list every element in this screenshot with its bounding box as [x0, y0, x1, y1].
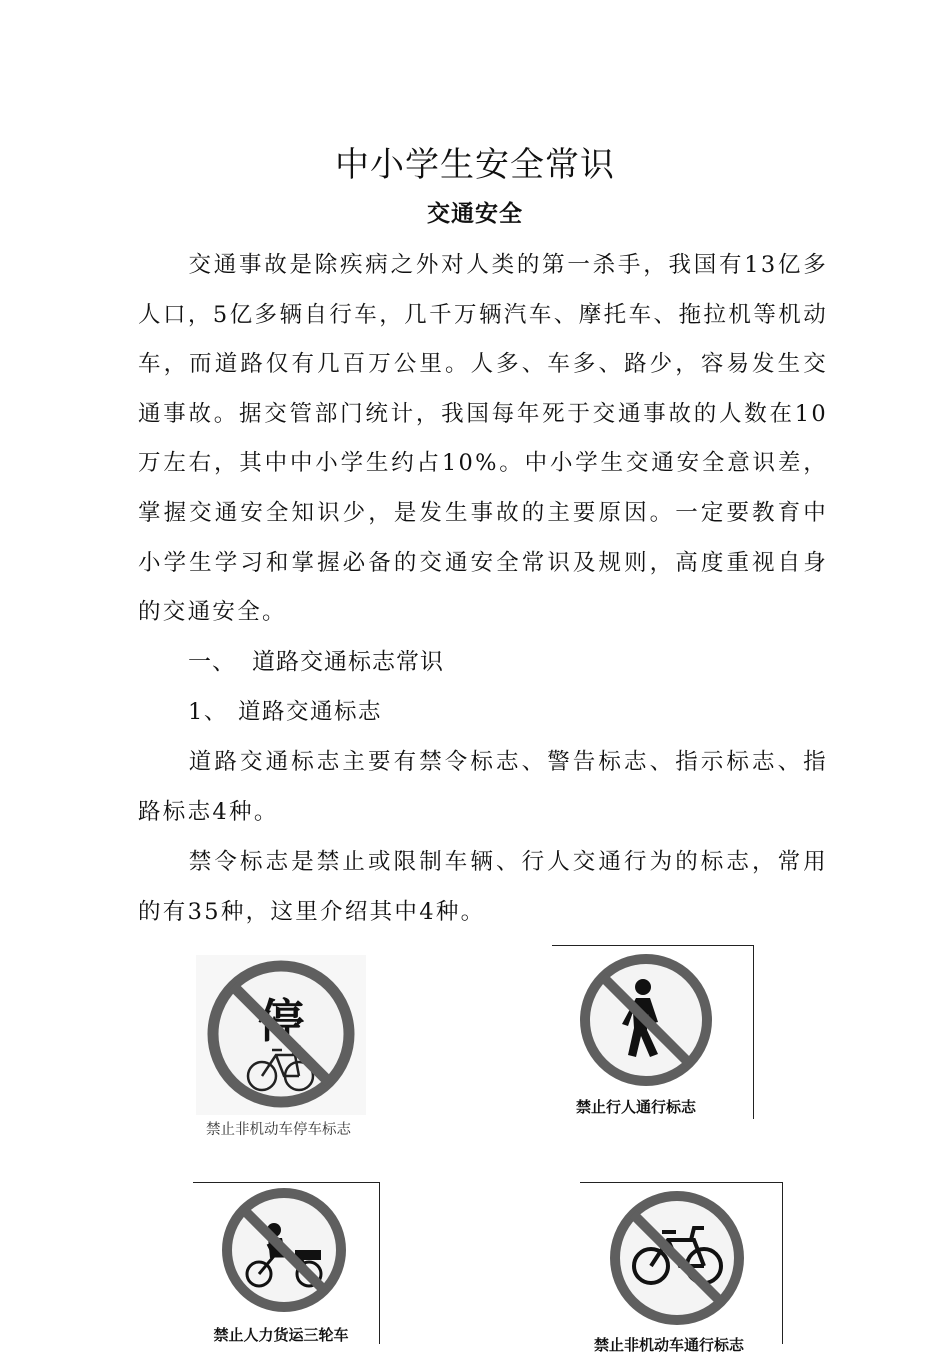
sign-caption: 禁止非机动车停车标志: [206, 1122, 351, 1138]
no-pedestrians-sign-icon: [570, 950, 730, 1090]
prohibition-paragraph: [138, 838, 828, 937]
sign-types-text: 道路交通标志主要有禁令标志、警告标志、指示标志、指路标志4种。: [138, 749, 828, 825]
frame-right-line: [753, 945, 754, 1119]
prohibition-text: 禁令标志是禁止或限制车辆、行人交通行为的标志，常用的有35种，这里介绍其中4种。: [138, 849, 828, 925]
sign-caption: 禁止非机动车通行标志: [593, 1336, 744, 1354]
sign-glyph: 停: [258, 994, 304, 1048]
frame-right-line: [782, 1182, 783, 1344]
no-non-motor-vehicles-sign-icon: [596, 1188, 766, 1328]
subsection-number: 1、: [188, 699, 228, 725]
sign-no-non-motor-vehicles: [593, 1188, 766, 1354]
intro-paragraph: [138, 241, 828, 638]
frame-top-line: [552, 945, 754, 946]
intro-text: 交通事故是除疾病之外对人类的第一杀手，我国有13亿多人口，5亿多辆自行车，几千万辆汽车、摩托车、拖拉机等机动车，而道路仅有几百万公里。人多、车多、路少，容易发生交通事故。据交管部门统计，我国每年死于交通事故的人数在10万左右，其中中小学生约占10%。中小学生交通安全意识差，掌握交通安全知识少，是发生事故的主要原因。一定要教育中小学生学习和掌握必备的交通安全常识及规则，高度重视自身的交通安全。: [138, 252, 828, 626]
frame-top-line: [580, 1182, 783, 1183]
section-title: 道路交通标志常识: [252, 649, 444, 675]
section-subtitle: 交通安全: [427, 201, 523, 227]
no-bicycle-parking-sign-icon: [196, 955, 366, 1115]
subsection-heading: [188, 691, 382, 733]
sign-types-paragraph: [138, 738, 828, 837]
section-heading: [188, 641, 444, 683]
sign-no-pedestrians: [570, 950, 730, 1120]
sign-no-bicycle-parking: [196, 955, 366, 1145]
no-tricycle-sign-icon: [200, 1186, 370, 1316]
page-title: 中小学生安全常识: [335, 145, 615, 185]
section-number: 一、: [188, 649, 236, 675]
frame-right-line: [379, 1182, 380, 1344]
sign-caption: 禁止人力货运三轮车: [213, 1326, 349, 1344]
subsection-title: 道路交通标志: [238, 699, 383, 725]
sign-caption: 禁止行人通行标志: [575, 1098, 696, 1116]
sign-no-tricycle: [200, 1186, 370, 1344]
frame-top-line: [193, 1182, 380, 1183]
